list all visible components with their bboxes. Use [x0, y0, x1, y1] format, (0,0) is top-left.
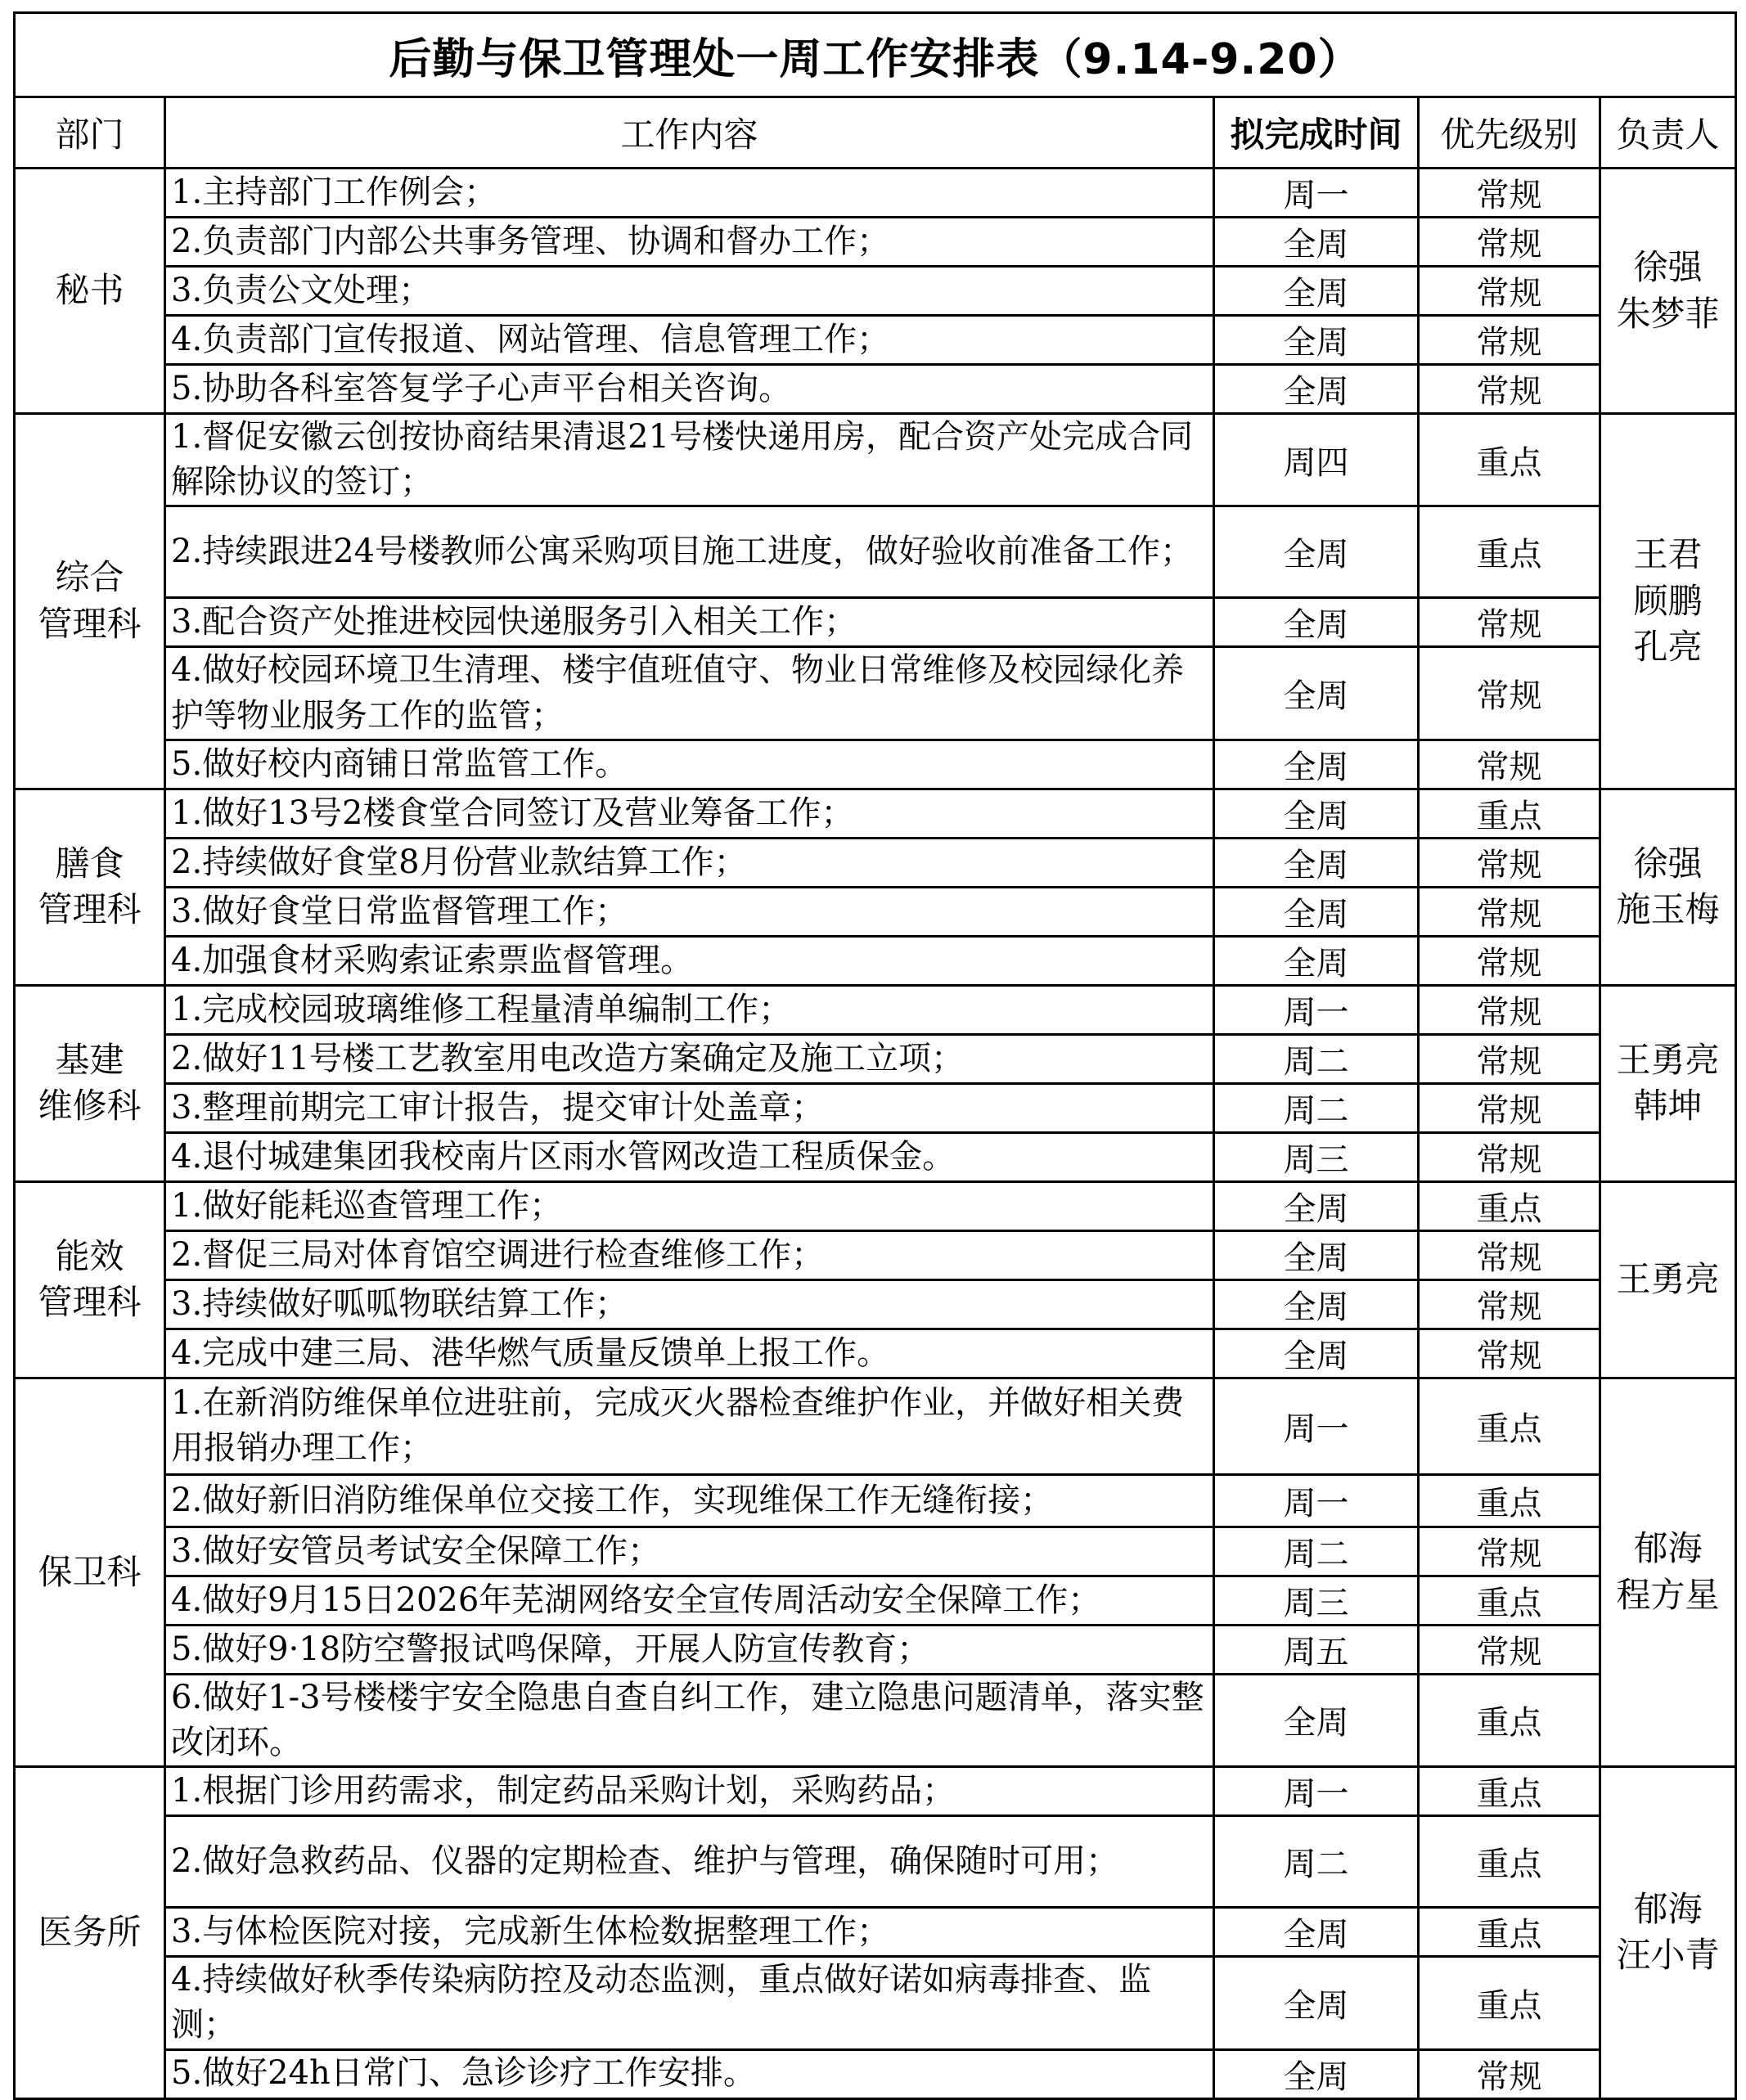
task-content: 2.督促三局对体育馆空调进行检查维修工作；: [165, 1230, 1214, 1279]
table-row: [15, 1083, 1736, 1132]
task-time: 全周: [1214, 740, 1419, 789]
task-priority: 常规: [1419, 936, 1600, 985]
task-content: 1.做好能耗巡查管理工作；: [165, 1181, 1214, 1230]
header-row: [15, 97, 1736, 169]
header-content: 工作内容: [165, 97, 1214, 169]
task-priority: 常规: [1419, 740, 1600, 789]
task-priority: 重点: [1419, 414, 1600, 506]
task-time: 全周: [1214, 218, 1419, 267]
task-content: 2.做好新旧消防维保单位交接工作，实现维保工作无缝衔接；: [165, 1474, 1214, 1527]
table-row: [15, 1767, 1736, 1816]
table-row: [15, 1132, 1736, 1181]
department-name: 医务所: [15, 1767, 165, 2098]
task-priority: 常规: [1419, 1230, 1600, 1279]
task-content: 3.整理前期完工审计报告，提交审计处盖章；: [165, 1083, 1214, 1132]
task-time: 全周: [1214, 1957, 1419, 2049]
table-row: [15, 1527, 1736, 1576]
table-row: [15, 267, 1736, 316]
department-owners: 王勇亮: [1600, 1181, 1736, 1378]
task-priority: 常规: [1419, 1329, 1600, 1378]
task-time: 全周: [1214, 936, 1419, 985]
task-time: 周四: [1214, 414, 1419, 506]
task-priority: 常规: [1419, 598, 1600, 647]
work-schedule-table: [13, 11, 1737, 2100]
task-priority: 重点: [1419, 1816, 1600, 1908]
header-owner: 负责人: [1600, 97, 1736, 169]
task-time: 全周: [1214, 1230, 1419, 1279]
task-priority: 常规: [1419, 1034, 1600, 1083]
task-priority: 重点: [1419, 789, 1600, 838]
task-content: 4.加强食材采购索证索票监督管理。: [165, 936, 1214, 985]
department-name: 综合 管理科: [15, 414, 165, 789]
task-time: 全周: [1214, 2049, 1419, 2098]
task-content: 5.做好9·18防空警报试鸣保障，开展人防宣传教育；: [165, 1625, 1214, 1674]
task-content: 4.做好9月15日2026年芜湖网络安全宣传周活动安全保障工作；: [165, 1576, 1214, 1625]
task-content: 2.做好急救药品、仪器的定期检查、维护与管理，确保随时可用；: [165, 1816, 1214, 1908]
task-content: 4.负责部门宣传报道、网站管理、信息管理工作；: [165, 316, 1214, 365]
table-body: [15, 169, 1736, 2099]
task-time: 全周: [1214, 1329, 1419, 1378]
table-row: [15, 365, 1736, 414]
table-row: [15, 414, 1736, 506]
table-row: [15, 1674, 1736, 1766]
task-time: 周二: [1214, 1816, 1419, 1908]
task-priority: 常规: [1419, 1625, 1600, 1674]
table-row: [15, 316, 1736, 365]
task-content: 4.退付城建集团我校南片区雨水管网改造工程质保金。: [165, 1132, 1214, 1181]
task-time: 周三: [1214, 1576, 1419, 1625]
task-time: 全周: [1214, 789, 1419, 838]
task-priority: 重点: [1419, 1576, 1600, 1625]
task-time: 周一: [1214, 1378, 1419, 1474]
task-time: 全周: [1214, 1279, 1419, 1329]
task-content: 4.做好校园环境卫生清理、楼宇值班值守、物业日常维修及校园绿化养护等物业服务工作的监管；: [165, 647, 1214, 740]
task-content: 5.协助各科室答复学子心声平台相关咨询。: [165, 365, 1214, 414]
task-time: 周五: [1214, 1625, 1419, 1674]
department-owners: 郁海 程方星: [1600, 1378, 1736, 1766]
table-row: [15, 985, 1736, 1034]
task-content: 3.做好安管员考试安全保障工作；: [165, 1527, 1214, 1576]
task-priority: 重点: [1419, 506, 1600, 598]
table-row: [15, 1625, 1736, 1674]
department-name: 保卫科: [15, 1378, 165, 1766]
table-row: [15, 1034, 1736, 1083]
task-priority: 常规: [1419, 647, 1600, 740]
task-priority: 常规: [1419, 1083, 1600, 1132]
task-time: 周一: [1214, 1767, 1419, 1816]
task-priority: 重点: [1419, 1957, 1600, 2049]
table-row: [15, 789, 1736, 838]
task-time: 周二: [1214, 1034, 1419, 1083]
task-content: 3.与体检医院对接，完成新生体检数据整理工作；: [165, 1908, 1214, 1957]
task-priority: 常规: [1419, 1279, 1600, 1329]
task-content: 3.配合资产处推进校园快递服务引入相关工作；: [165, 598, 1214, 647]
table-row: [15, 169, 1736, 218]
task-priority: 重点: [1419, 1674, 1600, 1766]
department-name: 基建 维修科: [15, 985, 165, 1181]
task-priority: 常规: [1419, 1527, 1600, 1576]
table-row: [15, 1816, 1736, 1908]
task-priority: 常规: [1419, 218, 1600, 267]
header-time: 拟完成时间: [1214, 97, 1419, 169]
task-content: 4.持续做好秋季传染病防控及动态监测，重点做好诺如病毒排查、监测；: [165, 1957, 1214, 2049]
table-title: 后勤与保卫管理处一周工作安排表（9.14-9.20）: [15, 13, 1736, 97]
table-row: [15, 1329, 1736, 1378]
task-time: 全周: [1214, 506, 1419, 598]
task-time: 全周: [1214, 598, 1419, 647]
task-time: 全周: [1214, 267, 1419, 316]
task-time: 周一: [1214, 985, 1419, 1034]
task-content: 3.做好食堂日常监督管理工作；: [165, 887, 1214, 936]
table-row: [15, 936, 1736, 985]
task-priority: 重点: [1419, 1474, 1600, 1527]
task-priority: 重点: [1419, 1378, 1600, 1474]
task-time: 周一: [1214, 169, 1419, 218]
table-row: [15, 1474, 1736, 1527]
task-priority: 常规: [1419, 316, 1600, 365]
task-content: 1.督促安徽云创按协商结果清退21号楼快递用房，配合资产处完成合同解除协议的签订；: [165, 414, 1214, 506]
task-time: 全周: [1214, 647, 1419, 740]
department-name: 能效 管理科: [15, 1181, 165, 1378]
task-priority: 常规: [1419, 365, 1600, 414]
header-department: 部门: [15, 97, 165, 169]
task-time: 全周: [1214, 365, 1419, 414]
table-row: [15, 887, 1736, 936]
task-priority: 常规: [1419, 887, 1600, 936]
table-row: [15, 1378, 1736, 1474]
task-content: 2.持续做好食堂8月份营业款结算工作；: [165, 838, 1214, 887]
task-time: 全周: [1214, 1908, 1419, 1957]
task-priority: 常规: [1419, 169, 1600, 218]
table-row: [15, 1279, 1736, 1329]
department-owners: 徐强 朱梦菲: [1600, 169, 1736, 414]
task-time: 周三: [1214, 1132, 1419, 1181]
task-content: 1.根据门诊用药需求，制定药品采购计划，采购药品；: [165, 1767, 1214, 1816]
task-time: 周一: [1214, 1474, 1419, 1527]
table-row: [15, 838, 1736, 887]
department-owners: 王君 顾鹏 孔亮: [1600, 414, 1736, 789]
task-time: 全周: [1214, 316, 1419, 365]
task-priority: 重点: [1419, 1908, 1600, 1957]
task-time: 全周: [1214, 887, 1419, 936]
table-row: [15, 1957, 1736, 2049]
task-content: 1.主持部门工作例会；: [165, 169, 1214, 218]
department-owners: 郁海 汪小青: [1600, 1767, 1736, 2098]
table-row: [15, 647, 1736, 740]
task-priority: 常规: [1419, 985, 1600, 1034]
department-name: 膳食 管理科: [15, 789, 165, 985]
table-row: [15, 506, 1736, 598]
table-row: [15, 740, 1736, 789]
task-content: 6.做好1-3号楼楼宇安全隐患自查自纠工作，建立隐患问题清单，落实整改闭环。: [165, 1674, 1214, 1766]
task-content: 5.做好24h日常门、急诊诊疗工作安排。: [165, 2049, 1214, 2098]
task-content: 3.持续做好呱呱物联结算工作；: [165, 1279, 1214, 1329]
header-priority: 优先级别: [1419, 97, 1600, 169]
table-row: [15, 598, 1736, 647]
task-content: 2.负责部门内部公共事务管理、协调和督办工作；: [165, 218, 1214, 267]
table-row: [15, 1181, 1736, 1230]
task-content: 2.持续跟进24号楼教师公寓采购项目施工进度，做好验收前准备工作；: [165, 506, 1214, 598]
table-row: [15, 1576, 1736, 1625]
task-priority: 常规: [1419, 838, 1600, 887]
task-time: 周二: [1214, 1527, 1419, 1576]
table-row: [15, 218, 1736, 267]
table-row: [15, 1908, 1736, 1957]
task-priority: 常规: [1419, 1132, 1600, 1181]
task-content: 1.做好13号2楼食堂合同签订及营业筹备工作；: [165, 789, 1214, 838]
task-time: 全周: [1214, 838, 1419, 887]
task-priority: 重点: [1419, 1181, 1600, 1230]
task-time: 全周: [1214, 1674, 1419, 1766]
task-content: 3.负责公文处理；: [165, 267, 1214, 316]
table-row: [15, 1230, 1736, 1279]
task-time: 全周: [1214, 1181, 1419, 1230]
task-content: 1.完成校园玻璃维修工程量清单编制工作；: [165, 985, 1214, 1034]
table-row: [15, 2049, 1736, 2098]
department-owners: 徐强 施玉梅: [1600, 789, 1736, 985]
task-content: 4.完成中建三局、港华燃气质量反馈单上报工作。: [165, 1329, 1214, 1378]
task-time: 周二: [1214, 1083, 1419, 1132]
task-content: 1.在新消防维保单位进驻前，完成灭火器检查维护作业，并做好相关费用报销办理工作；: [165, 1378, 1214, 1474]
department-owners: 王勇亮 韩坤: [1600, 985, 1736, 1181]
task-content: 2.做好11号楼工艺教室用电改造方案确定及施工立项；: [165, 1034, 1214, 1083]
task-priority: 常规: [1419, 267, 1600, 316]
task-priority: 常规: [1419, 2049, 1600, 2098]
task-priority: 重点: [1419, 1767, 1600, 1816]
department-name: 秘书: [15, 169, 165, 414]
task-content: 5.做好校内商铺日常监管工作。: [165, 740, 1214, 789]
